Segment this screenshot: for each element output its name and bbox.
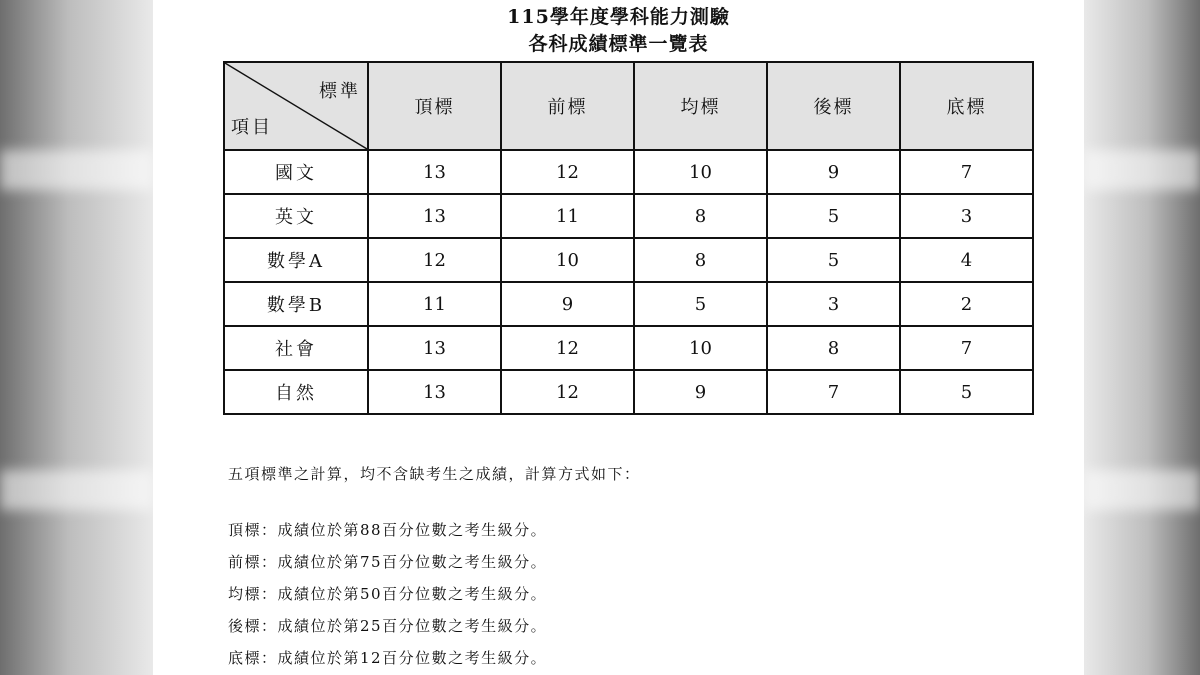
header-bottom-standard: 底標 [900,62,1033,150]
score-cell: 8 [634,238,767,282]
score-cell: 12 [501,370,634,414]
score-cell: 13 [368,150,501,194]
table-row [224,194,1033,238]
score-cell: 5 [767,194,900,238]
table-header-row [224,62,1033,150]
document-subtitle: 各科成績標準一覽表 [528,33,709,55]
score-cell: 13 [368,326,501,370]
subject-cell: 數學A [224,238,368,282]
document-title: 115學年度學科能力測驗 [507,6,730,28]
corner-standard-label: 標準 [319,81,361,102]
score-cell: 2 [900,282,1033,326]
table-row [224,370,1033,414]
definition-back-standard: 後標：成績位於第25百分位數之考生級分。 [228,617,548,635]
score-cell: 12 [501,150,634,194]
score-cell: 3 [900,194,1033,238]
score-cell: 10 [501,238,634,282]
definition-bottom-standard: 底標：成績位於第12百分位數之考生級分。 [228,649,548,667]
grade-standards-table [223,61,1034,415]
subject-cell: 自然 [224,370,368,414]
background-blur-right [1084,0,1200,675]
score-cell: 9 [634,370,767,414]
score-cell: 5 [767,238,900,282]
document-page [153,0,1084,675]
score-cell: 5 [900,370,1033,414]
definition-top-standard: 頂標：成績位於第88百分位數之考生級分。 [228,521,548,539]
score-cell: 11 [368,282,501,326]
table-row [224,282,1033,326]
table-row [224,238,1033,282]
score-cell: 12 [501,326,634,370]
definition-average-standard: 均標：成績位於第50百分位數之考生級分。 [228,585,548,603]
score-cell: 5 [634,282,767,326]
score-cell: 12 [368,238,501,282]
table-row [224,150,1033,194]
header-back-standard: 後標 [767,62,900,150]
score-cell: 3 [767,282,900,326]
background-blur-left [0,0,153,675]
corner-item-label: 項目 [231,117,273,138]
score-cell: 7 [767,370,900,414]
subject-cell: 國文 [224,150,368,194]
score-cell: 13 [368,194,501,238]
subject-cell: 數學B [224,282,368,326]
header-top-standard: 頂標 [368,62,501,150]
score-cell: 8 [634,194,767,238]
subject-cell: 英文 [224,194,368,238]
calculation-intro-note: 五項標準之計算，均不含缺考生之成績，計算方式如下： [228,465,641,483]
score-cell: 8 [767,326,900,370]
definition-front-standard: 前標：成績位於第75百分位數之考生級分。 [228,553,548,571]
score-cell: 11 [501,194,634,238]
score-cell: 10 [634,326,767,370]
score-cell: 9 [501,282,634,326]
score-cell: 7 [900,150,1033,194]
subject-cell: 社會 [224,326,368,370]
header-front-standard: 前標 [501,62,634,150]
header-average-standard: 均標 [634,62,767,150]
table-row [224,326,1033,370]
corner-header-cell [224,62,368,150]
score-cell: 4 [900,238,1033,282]
score-cell: 10 [634,150,767,194]
score-cell: 7 [900,326,1033,370]
score-cell: 9 [767,150,900,194]
score-cell: 13 [368,370,501,414]
